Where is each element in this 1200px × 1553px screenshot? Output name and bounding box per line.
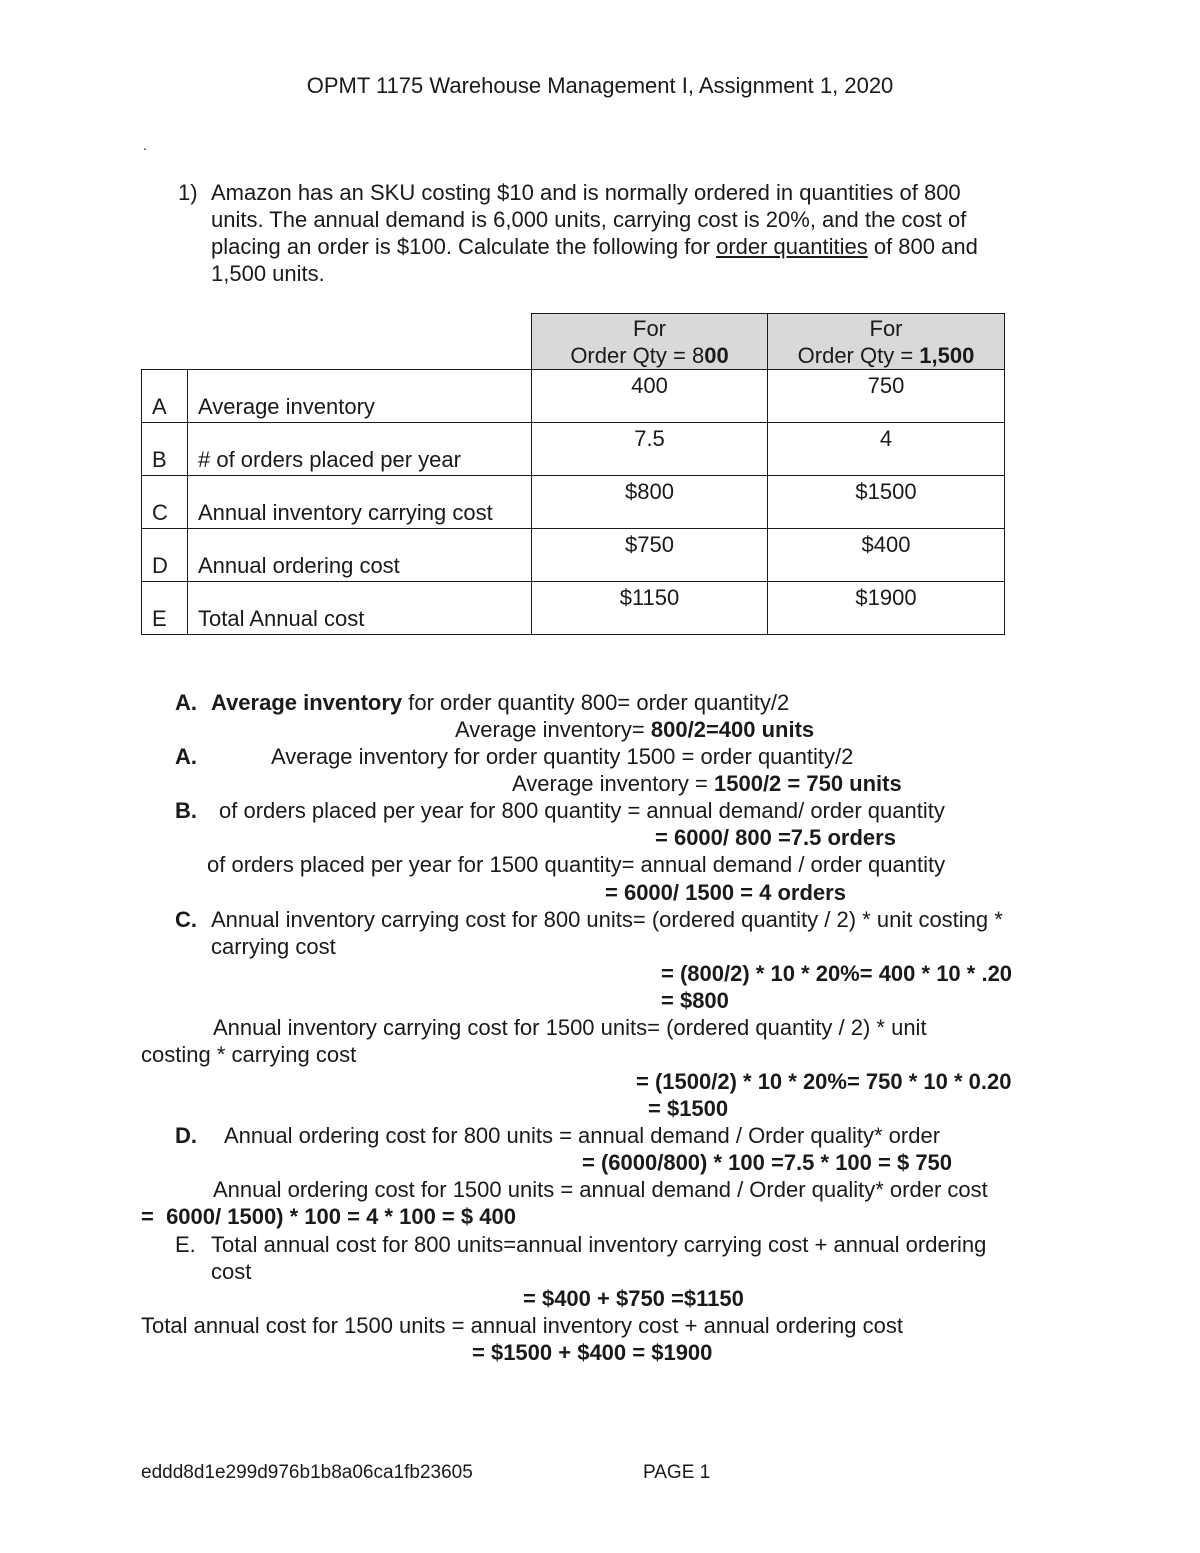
question-line-4: 1,500 units. bbox=[211, 261, 325, 286]
answer-c1-calc-line1: = (800/2) * 10 * 20%= 400 * 10 * .20 bbox=[661, 961, 1013, 986]
page-header-title: OPMT 1175 Warehouse Management I, Assignment 1, 2020 bbox=[306, 73, 894, 98]
answer-d1-text: Annual ordering cost for 800 units = annual demand / Order quality* order bbox=[224, 1123, 941, 1148]
answer-b1-marker: B. bbox=[175, 798, 197, 823]
answer-c2-calc-line1: = (1500/2) * 10 * 20%= 750 * 10 * 0.20 bbox=[636, 1069, 1012, 1094]
answer-c2-text-line1: Annual inventory carrying cost for 1500 units= (ordered quantity / 2) * unit bbox=[213, 1015, 927, 1040]
row-letter: B bbox=[142, 423, 188, 476]
row-value-800: 7.5 bbox=[532, 423, 768, 476]
row-value-800: $1150 bbox=[532, 582, 768, 635]
row-value-800: 400 bbox=[532, 370, 768, 423]
stray-mark: . bbox=[143, 137, 147, 153]
row-label: # of orders placed per year bbox=[188, 423, 532, 476]
order-quantities-underlined: order quantities bbox=[716, 234, 868, 259]
table-header-row bbox=[142, 314, 1005, 370]
answer-c1-text-line1: Annual inventory carrying cost for 800 units= (ordered quantity / 2) * unit costing * bbox=[211, 907, 1003, 932]
table-header-blank bbox=[142, 314, 532, 370]
answer-e2-calc: = $1500 + $400 = $1900 bbox=[472, 1340, 713, 1365]
answer-d2-calc: = 6000/ 1500) * 100 = 4 * 100 = $ 400 bbox=[141, 1204, 516, 1229]
row-label: Annual inventory carrying cost bbox=[188, 476, 532, 529]
answer-e1-text-line2: cost bbox=[211, 1259, 252, 1284]
answer-a1-marker: A. bbox=[175, 690, 197, 715]
cost-table bbox=[141, 313, 1005, 635]
answer-d2-text: Annual ordering cost for 1500 units = annual demand / Order quality* order cost bbox=[213, 1177, 988, 1202]
row-value-1500: $1500 bbox=[768, 476, 1005, 529]
row-letter: D bbox=[142, 529, 188, 582]
row-value-800: $750 bbox=[532, 529, 768, 582]
row-label: Annual ordering cost bbox=[188, 529, 532, 582]
answer-c1-marker: C. bbox=[175, 907, 197, 932]
answer-e2-text: Total annual cost for 1500 units = annual inventory cost + annual ordering cost bbox=[141, 1313, 903, 1338]
question-number: 1) bbox=[178, 180, 198, 205]
answer-d1-calc: = (6000/800) * 100 =7.5 * 100 = $ 750 bbox=[582, 1150, 953, 1175]
answer-a2-calc: Average inventory = 1500/2 = 750 units bbox=[512, 771, 902, 796]
table-row bbox=[142, 582, 1005, 635]
answer-c2-calc-line2: = $1500 bbox=[648, 1096, 729, 1121]
table-row bbox=[142, 423, 1005, 476]
answer-d1-marker: D. bbox=[175, 1123, 197, 1148]
table-row bbox=[142, 529, 1005, 582]
answer-e1-text-line1: Total annual cost for 800 units=annual inventory carrying cost + annual ordering bbox=[211, 1232, 987, 1257]
answer-e1-calc: = $400 + $750 =$1150 bbox=[523, 1286, 744, 1311]
row-value-800: $800 bbox=[532, 476, 768, 529]
answer-c1-calc-line2: = $800 bbox=[661, 988, 729, 1013]
row-value-1500: $1900 bbox=[768, 582, 1005, 635]
footer-page-number: PAGE 1 bbox=[643, 1462, 711, 1483]
table-row bbox=[142, 476, 1005, 529]
row-letter: A bbox=[142, 370, 188, 423]
answer-c1-text-line2: carrying cost bbox=[211, 934, 336, 959]
answer-b1-text: of orders placed per year for 800 quantity = annual demand/ order quantity bbox=[219, 798, 945, 823]
answer-a2-marker: A. bbox=[175, 744, 197, 769]
row-letter: E bbox=[142, 582, 188, 635]
answer-b2-text: of orders placed per year for 1500 quantity= annual demand / order quantity bbox=[207, 852, 946, 877]
answer-a1-text: Average inventory for order quantity 800= order quantity/2 bbox=[211, 690, 790, 715]
answer-c2-text-line2: costing * carrying cost bbox=[141, 1042, 357, 1067]
answer-b1-calc: = 6000/ 800 =7.5 orders bbox=[655, 825, 896, 850]
table-header-qty-800: For Order Qty = 800 bbox=[532, 314, 768, 370]
row-label: Average inventory bbox=[188, 370, 532, 423]
row-value-1500: $400 bbox=[768, 529, 1005, 582]
table-header-qty-1500: For Order Qty = 1,500 bbox=[768, 314, 1005, 370]
question-line-3: placing an order is $100. Calculate the following for order quantities of 800 and bbox=[211, 234, 978, 259]
answer-a2-text: Average inventory for order quantity 1500 = order quantity/2 bbox=[271, 744, 854, 769]
row-letter: C bbox=[142, 476, 188, 529]
table-row bbox=[142, 370, 1005, 423]
answer-b2-calc: = 6000/ 1500 = 4 orders bbox=[605, 880, 846, 905]
row-value-1500: 750 bbox=[768, 370, 1005, 423]
row-value-1500: 4 bbox=[768, 423, 1005, 476]
question-line-1: Amazon has an SKU costing $10 and is normally ordered in quantities of 800 bbox=[211, 180, 961, 205]
answer-a1-calc: Average inventory= 800/2=400 units bbox=[455, 717, 815, 742]
row-label: Total Annual cost bbox=[188, 582, 532, 635]
footer-doc-id: eddd8d1e299d976b1b8a06ca1fb23605 bbox=[141, 1462, 473, 1483]
question-line-2: units. The annual demand is 6,000 units, carrying cost is 20%, and the cost of bbox=[211, 207, 967, 232]
answer-e1-marker: E. bbox=[175, 1232, 196, 1257]
